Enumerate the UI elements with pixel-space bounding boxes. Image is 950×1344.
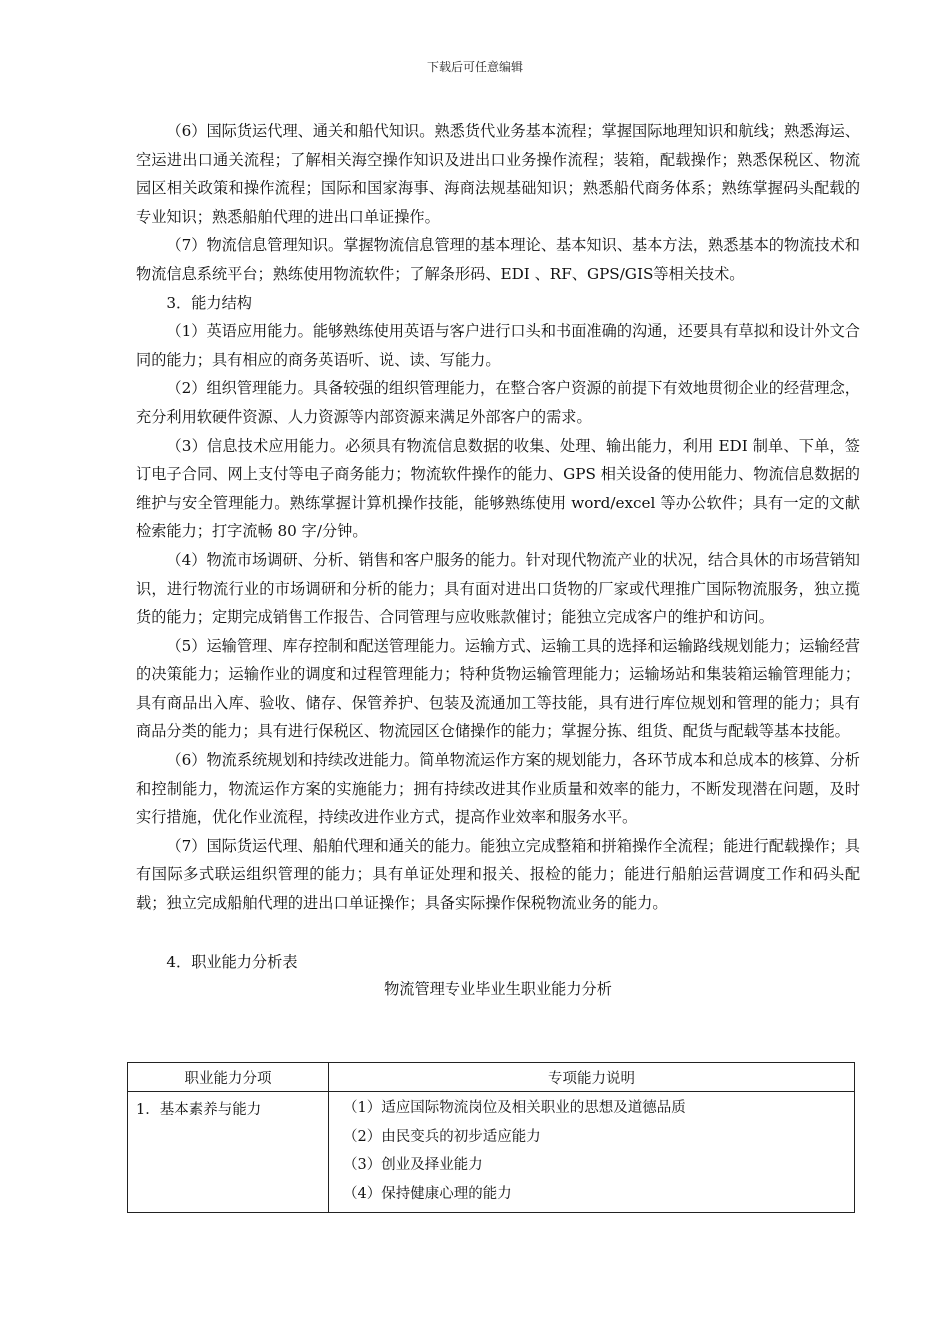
page-header: 下载后可任意编辑 xyxy=(426,60,523,74)
list-item: （1）适应国际物流岗位及相关职业的思想及道德品质 xyxy=(343,1100,686,1116)
paragraph: （3）信息技术应用能力。必须具有物流信息数据的收集、处理、输出能力，利用 EDI 制单、下单，签订电子合同、网上支付等电子商务能力；物流软件操作的能力、GPS 相关设备的使用能力、物流信息数据的维护与安全管理能力。熟练掌握计算机操作技能，能够熟练使用 word/excel 等办公软件；具有一定的文献检索能力；打字流畅 80 字/分钟。 xyxy=(136,436,860,541)
document-body xyxy=(136,117,860,1002)
paragraph: （6）国际货运代理、通关和船代知识。熟悉货代业务基本流程；掌握国际地理知识和航线；熟悉海运、空运进出口通关流程；了解相关海空操作知识及进出口业务操作流程；装箱，配载操作；熟悉保税区、物流园区相关政策和操作流程；国际和国家海事、海商法规基础知识；熟悉船代商务体系；熟练掌握码头配载的专业知识；熟悉船舶代理的进出口单证操作。 xyxy=(136,122,860,226)
section-heading: 3．能力结构 xyxy=(166,293,252,312)
paragraph: （7）国际货运代理、船舶代理和通关的能力。能独立完成整箱和拼箱操作全流程；能进行配载操作；具有国际多式联运组织管理的能力；具有单证处理和报关、报检的能力；能进行船舶运营调度工作和码头配载；独立完成船舶代理的进出口单证操作；具备实际操作保税物流业务的能力。 xyxy=(136,836,860,913)
list-item: （2）由民变兵的初步适应能力 xyxy=(343,1128,541,1145)
section-heading: 4．职业能力分析表 xyxy=(166,952,298,971)
table-cell-category: 1．基本素养与能力 xyxy=(128,1092,329,1213)
table-cell-items xyxy=(329,1092,855,1213)
table-caption: 物流管理专业毕业生职业能力分析 xyxy=(384,980,612,999)
paragraph: （2）组织管理能力。具备较强的组织管理能力，在整合客户资源的前提下有效地贯彻企业的经营理念，充分利用软硬件资源、人力资源等内部资源来满足外部客户的需求。 xyxy=(136,379,860,426)
paragraph: （6）物流系统规划和持续改进能力。简单物流运作方案的规划能力，各环节成本和总成本的核算、分析和控制能力，物流运作方案的实施能力；拥有持续改进其作业质量和效率的能力，不断发现潜在问题，及时实行措施，优化作业流程，持续改进作业方式，提高作业效率和服务水平。 xyxy=(136,751,860,827)
paragraph: （4）物流市场调研、分析、销售和客户服务的能力。针对现代物流产业的状况，结合具休的市场营销知识，进行物流行业的市场调研和分析的能力；具有面对进出口货物的厂家或代理推广国际物流服务，独立揽货的能力；定期完成销售工作报告、合同管理与应收账款催讨；能独立完成客户的维护和访问。 xyxy=(136,550,860,627)
column-header: 专项能力说明 xyxy=(329,1063,855,1092)
list-item: （3）创业及择业能力 xyxy=(343,1157,483,1173)
ability-table xyxy=(127,1062,855,1213)
column-header: 职业能力分项 xyxy=(128,1063,329,1092)
paragraph: （7）物流信息管理知识。掌握物流信息管理的基本理论、基本知识、基本方法，熟悉基本的物流技术和物流信息系统平台；熟练使用物流软件；了解条形码、EDI 、RF、GPS/GIS等相关技术。 xyxy=(136,236,860,283)
paragraph: （5）运输管理、库存控制和配送管理能力。运输方式、运输工具的选择和运输路线规划能力；运输经营的决策能力；运输作业的调度和过程管理能力；特种货物运输管理能力；运输场站和集装箱运输管理能力；具有商品出入库、验收、储存、保管养护、包装及流通加工等技能，具有进行库位规划和管理的能力；具有商品分类的能力；具有进行保税区、物流园区仓储操作的能力；掌握分拣、组货、配货与配载等基本技能。 xyxy=(136,636,860,741)
list-item: （4）保持健康心理的能力 xyxy=(343,1185,512,1202)
table-row xyxy=(128,1092,855,1213)
table-header-row xyxy=(128,1063,855,1092)
spacer xyxy=(136,918,860,948)
paragraph: （1）英语应用能力。能够熟练使用英语与客户进行口头和书面准确的沟通，还要具有草拟和设计外文合同的能力；具有相应的商务英语听、说、读、写能力。 xyxy=(136,322,860,369)
